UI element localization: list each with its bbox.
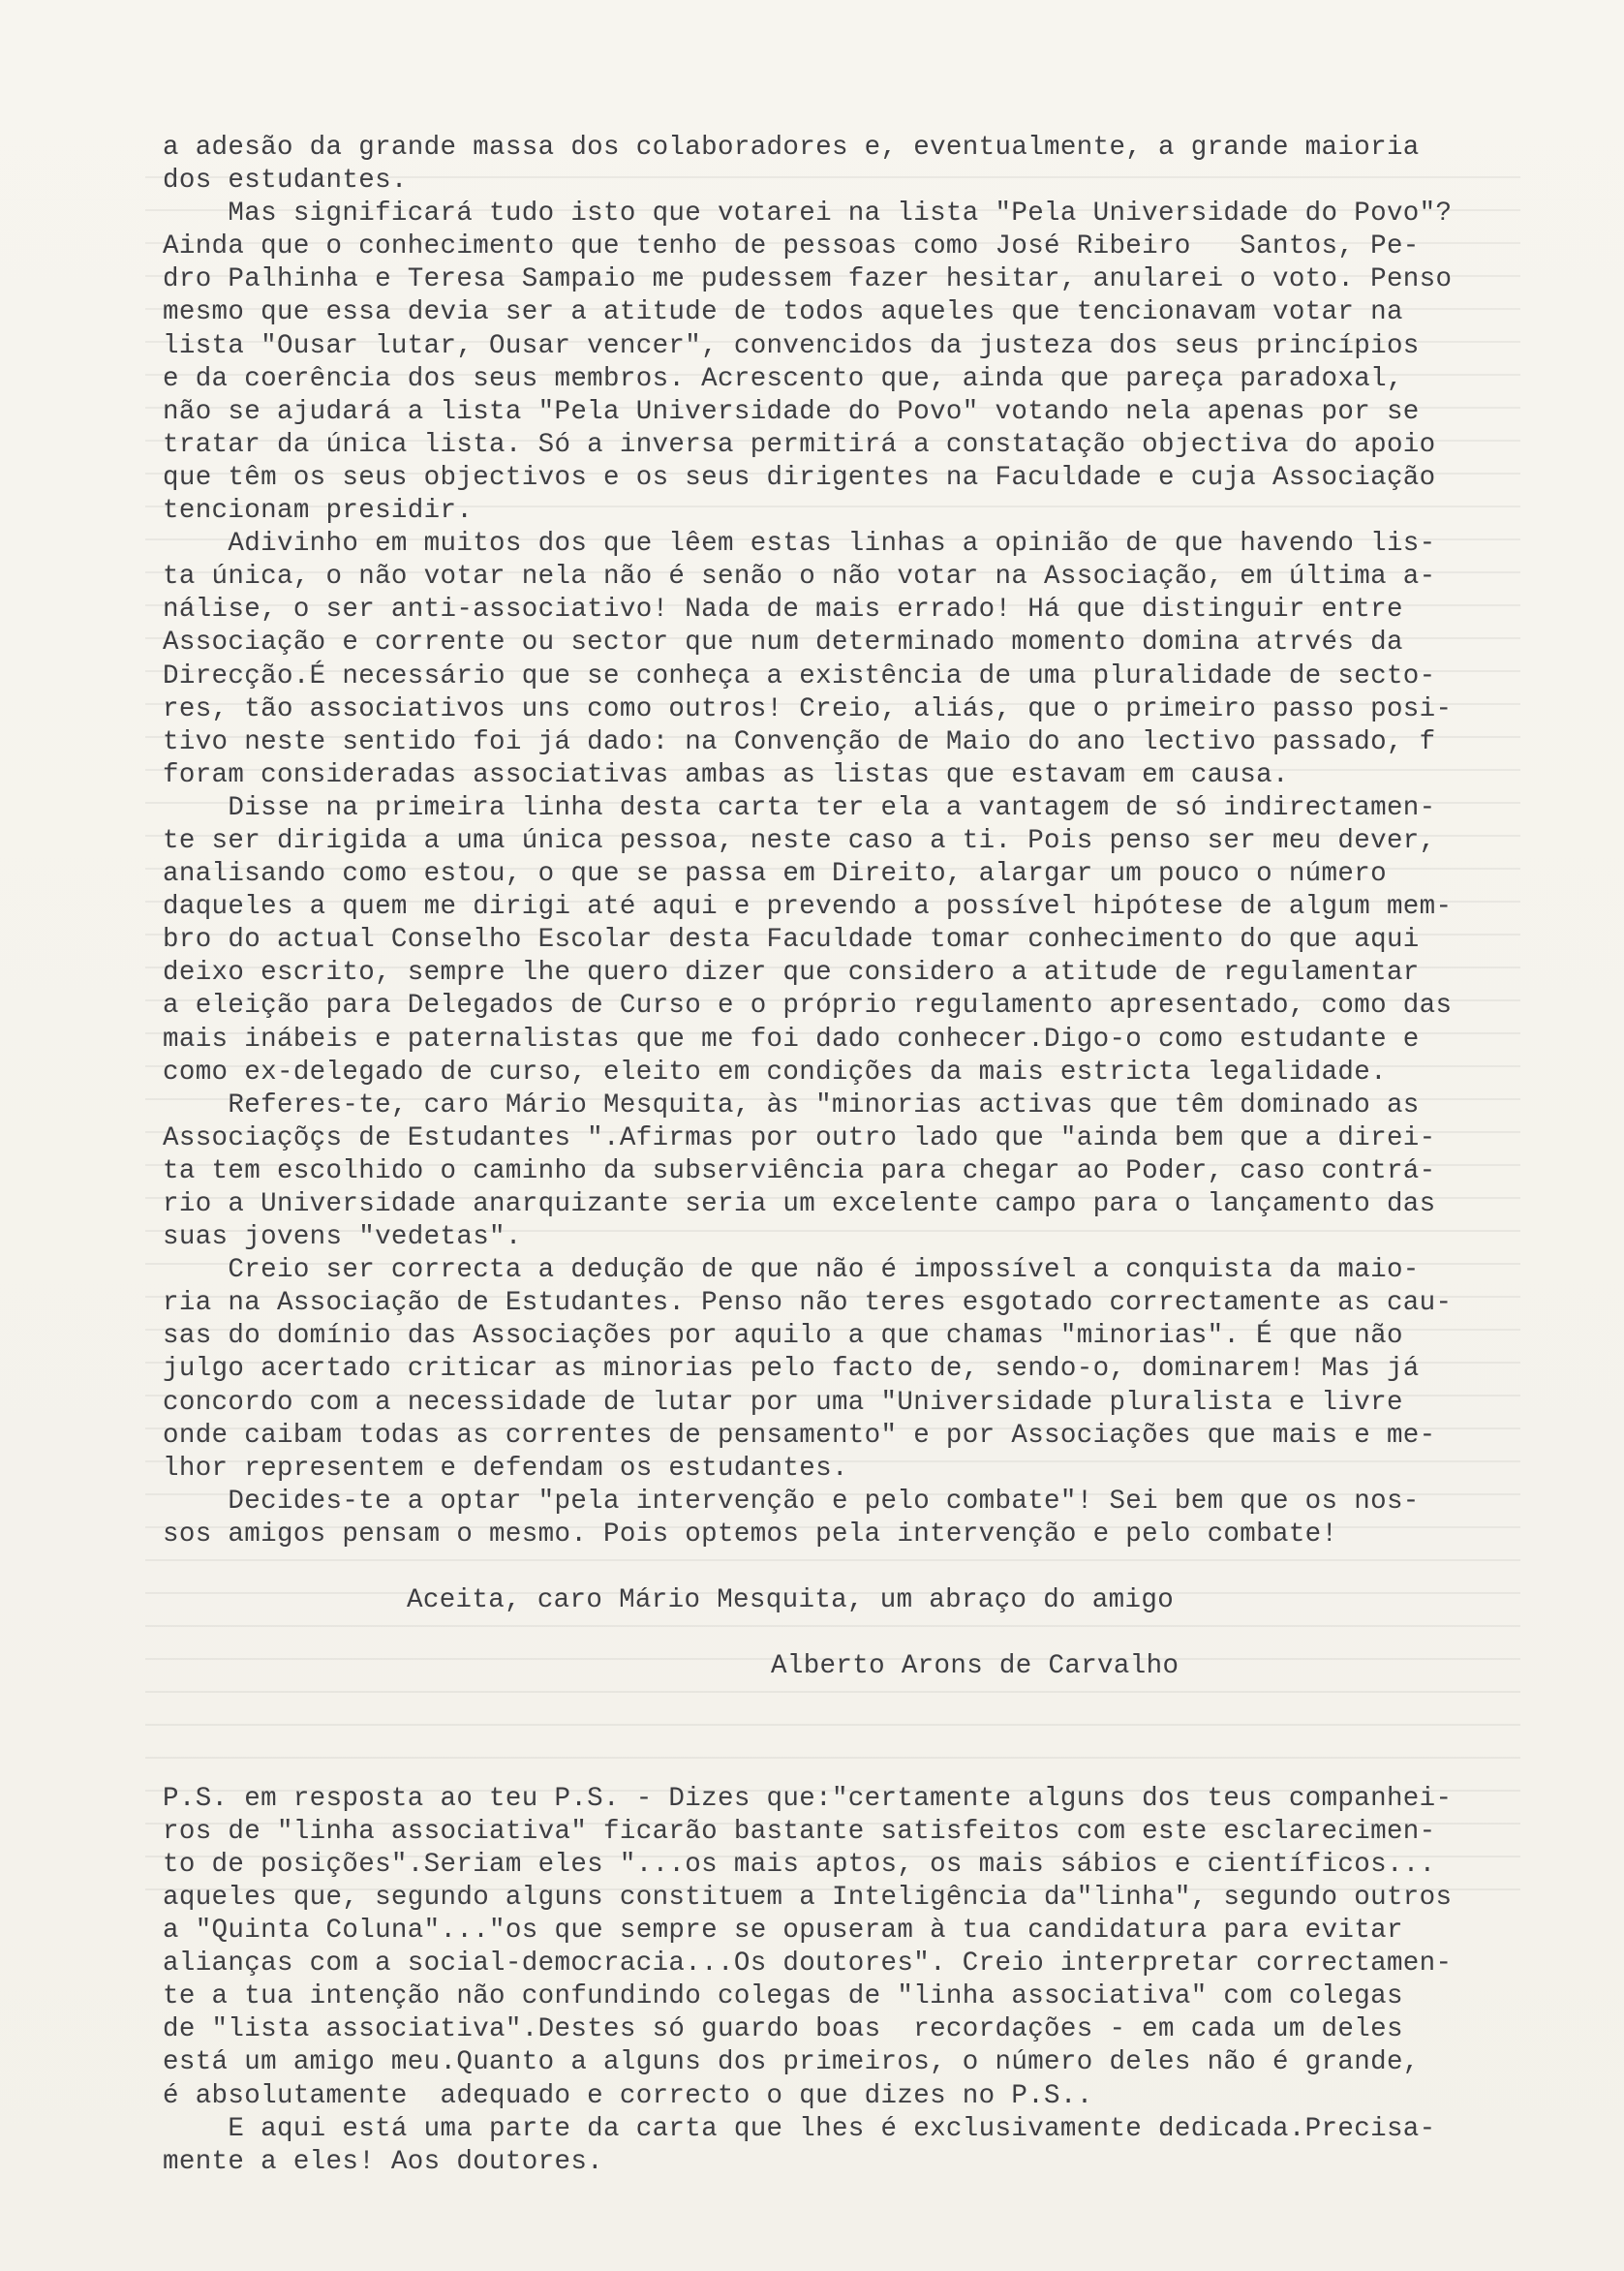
text-line: onde caibam todas as correntes de pensamento" e por Associações que mais e me- xyxy=(163,1420,1436,1451)
text-line: concordo com a necessidade de lutar por uma "Universidade pluralista e livre xyxy=(163,1387,1403,1418)
text-line: Associação e corrente ou sector que num determinado momento domina atrvés da xyxy=(163,628,1403,659)
text-line: foram consideradas associativas ambas as listas que estavam em causa. xyxy=(163,759,1289,790)
text-line: Ainda que o conhecimento que tenho de pessoas como José Ribeiro Santos, Pe- xyxy=(163,231,1420,262)
text-line: tivo neste sentido foi já dado: na Convenção de Maio do ano lectivo passado, f xyxy=(163,726,1436,757)
ps-line: alianças com a social-democracia...Os doutores". Creio interpretar correctamen- xyxy=(163,1949,1453,1979)
text-line: a adesão da grande massa dos colaboradores e, eventualmente, a grande maioria xyxy=(163,133,1420,163)
text-line: tencionam presidir. xyxy=(163,496,474,527)
blank-line xyxy=(163,1551,1567,1584)
letter-body xyxy=(163,132,1567,2179)
text-line: Direcção.É necessário que se conheça a existência de uma pluralidade de secto- xyxy=(163,660,1436,691)
blank-line xyxy=(163,1617,1567,1650)
blank-line xyxy=(163,1750,1567,1783)
text-line: ria na Associação de Estudantes. Penso não teres esgotado correctamente as cau- xyxy=(163,1288,1453,1319)
text-line: como ex-delegado de curso, eleito em condições da mais estricta legalidade. xyxy=(163,1057,1387,1088)
ps-line: a "Quinta Coluna"..."os que sempre se opuseram à tua candidatura para evitar xyxy=(163,1916,1403,1947)
text-line: nálise, o ser anti-associativo! Nada de mais errado! Há que distinguir entre xyxy=(163,595,1403,626)
text-line: julgo acertado criticar as minorias pelo facto de, sendo-o, dominarem! Mas já xyxy=(163,1354,1420,1385)
text-line: daqueles a quem me dirigi até aqui e prevendo a possível hipótese de algum mem- xyxy=(163,892,1453,923)
ps-line: mente a eles! Aos doutores. xyxy=(163,2146,604,2177)
ps-line: está um amigo meu.Quanto a alguns dos primeiros, o número deles não é grande, xyxy=(163,2047,1420,2078)
text-line: mais inábeis e paternalistas que me foi dado conhecer.Digo-o como estudante e xyxy=(163,1024,1420,1055)
text-line: Associaçõçs de Estudantes ".Afirmas por outro lado que "ainda bem que a direi- xyxy=(163,1122,1436,1153)
text-line: Referes-te, caro Mário Mesquita, às "minorias activas que têm dominado as xyxy=(163,1089,1420,1120)
ps-line: é absolutamente adequado e correcto o que dizes no P.S.. xyxy=(163,2080,1093,2111)
text-line: deixo escrito, sempre lhe quero dizer que considero a atitude de regulamentar xyxy=(163,958,1420,989)
text-line: que têm os seus objectivos e os seus dirigentes na Faculdade e cuja Associação xyxy=(163,462,1436,493)
text-line: sas do domínio das Associações por aquilo a que chamas "minorias". É que não xyxy=(163,1321,1403,1352)
ps-line: E aqui está uma parte da carta que lhes é exclusivamente dedicada.Precisa- xyxy=(163,2113,1436,2144)
signature: Alberto Arons de Carvalho xyxy=(771,1651,1180,1682)
closing-line: Aceita, caro Mário Mesquita, um abraço do amigo xyxy=(407,1585,1175,1616)
text-line: ta tem escolhido o caminho da subserviência para chegar ao Poder, caso contrá- xyxy=(163,1155,1436,1186)
blank-line xyxy=(163,1683,1567,1716)
text-line: a eleição para Delegados de Curso e o próprio regulamento apresentado, como das xyxy=(163,991,1453,1022)
text-line: não se ajudará a lista "Pela Universidade do Povo" votando nela apenas por se xyxy=(163,396,1420,427)
text-line: Disse na primeira linha desta carta ter ela a vantagem de só indirectamen- xyxy=(163,792,1436,823)
text-line: lhor representem e defendam os estudantes. xyxy=(163,1453,848,1484)
text-line: Adivinho em muitos dos que lêem estas linhas a opinião de que havendo lis- xyxy=(163,529,1436,560)
ps-line: de "lista associativa".Destes só guardo boas recordações - em cada um deles xyxy=(163,2014,1403,2045)
ps-line: aqueles que, segundo alguns constituem a Inteligência da"linha", segundo outros xyxy=(163,1882,1453,1913)
text-line: mesmo que essa devia ser a atitude de todos aqueles que tencionavam votar na xyxy=(163,297,1403,328)
text-line: analisando como estou, o que se passa em Direito, alargar um pouco o número xyxy=(163,859,1387,890)
text-line: tratar da única lista. Só a inversa permitirá a constatação objectiva do apoio xyxy=(163,429,1436,460)
text-line: bro do actual Conselho Escolar desta Faculdade tomar conhecimento do que aqui xyxy=(163,925,1420,956)
text-line: dro Palhinha e Teresa Sampaio me pudessem fazer hesitar, anularei o voto. Penso xyxy=(163,264,1453,295)
text-line: Mas significará tudo isto que votarei na lista "Pela Universidade do Povo"? xyxy=(163,199,1453,230)
text-line: sos amigos pensam o mesmo. Pois optemos pela intervenção e pelo combate! xyxy=(163,1519,1338,1550)
text-line: ta única, o não votar nela não é senão o não votar na Associação, em última a- xyxy=(163,562,1436,593)
text-line: res, tão associativos uns como outros! Creio, aliás, que o primeiro passo posi- xyxy=(163,693,1453,724)
blank-line xyxy=(163,1717,1567,1750)
text-line: Decides-te a optar "pela intervenção e pelo combate"! Sei bem que os nos- xyxy=(163,1486,1420,1517)
text-line: rio a Universidade anarquizante seria um excelente campo para o lançamento das xyxy=(163,1189,1436,1219)
ps-line: to de posições".Seriam eles "...os mais aptos, os mais sábios e científicos... xyxy=(163,1849,1436,1880)
text-line: te ser dirigida a uma única pessoa, neste caso a ti. Pois penso ser meu dever, xyxy=(163,825,1436,856)
text-line: suas jovens "vedetas". xyxy=(163,1222,522,1253)
ps-line: P.S. em resposta ao teu P.S. - Dizes que:"certamente alguns dos teus companhei- xyxy=(163,1783,1453,1814)
text-line: Creio ser correcta a dedução de que não é impossível a conquista da maio- xyxy=(163,1255,1420,1286)
text-line: lista "Ousar lutar, Ousar vencer", convencidos da justeza dos seus princípios xyxy=(163,330,1420,361)
text-line: e da coerência dos seus membros. Acrescento que, ainda que pareça paradoxal, xyxy=(163,363,1403,394)
ps-line: ros de "linha associativa" ficarão bastante satisfeitos com este esclarecimen- xyxy=(163,1816,1436,1847)
ps-line: te a tua intenção não confundindo colegas de "linha associativa" com colegas xyxy=(163,1981,1403,2012)
text-line: dos estudantes. xyxy=(163,166,408,197)
